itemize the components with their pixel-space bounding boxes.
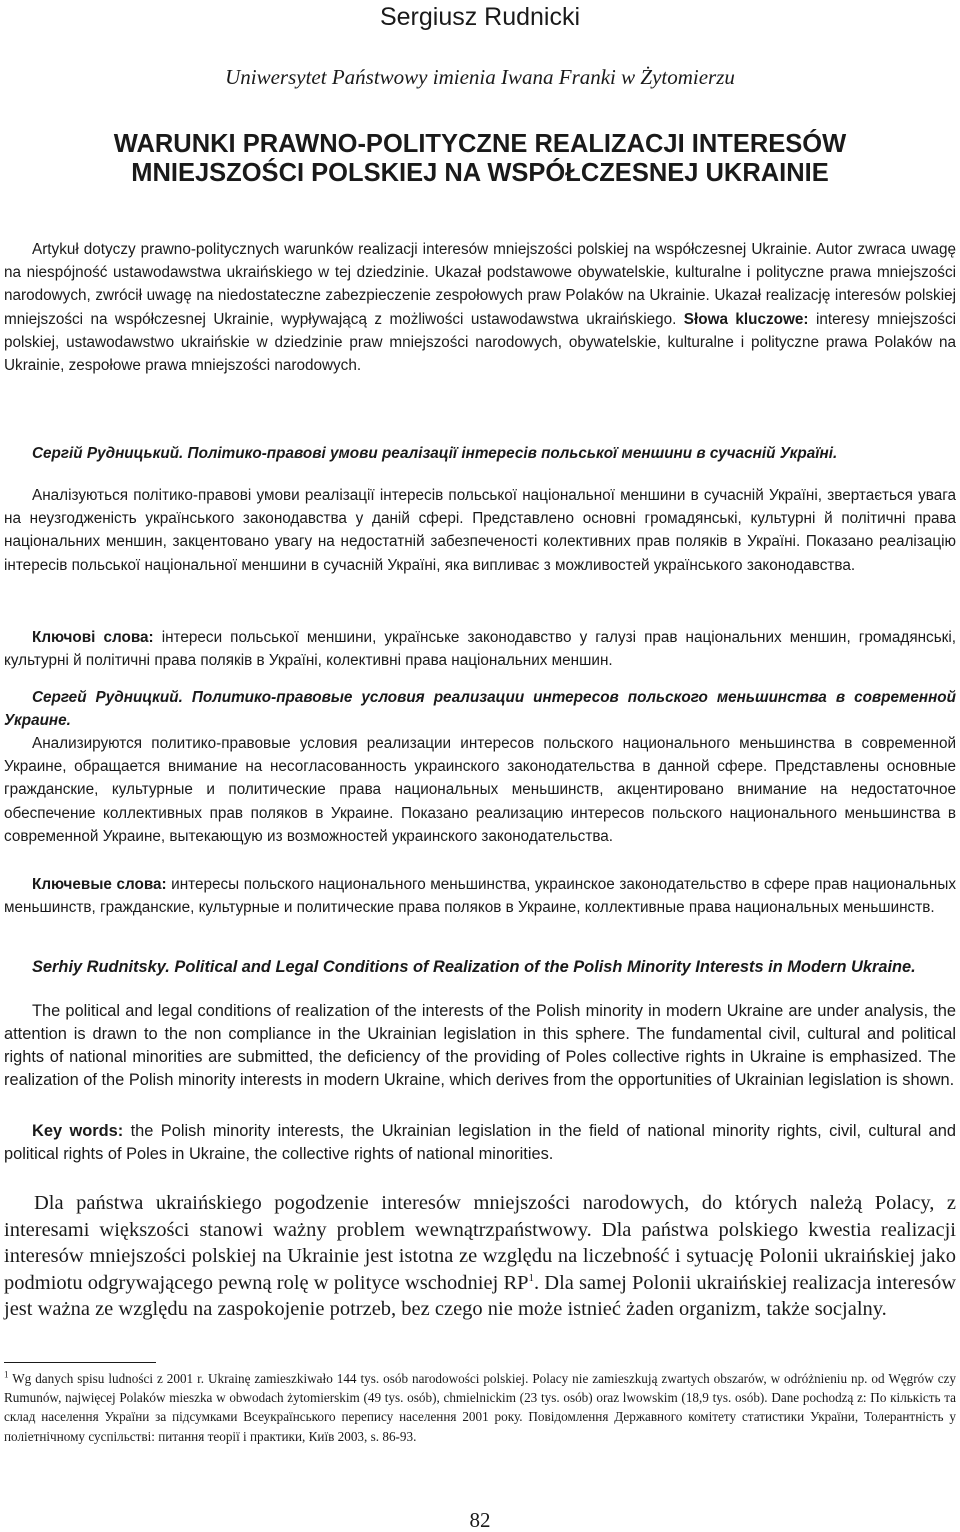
author-name: Sergiusz Rudnicki: [379, 3, 581, 31]
keywords-english: the Polish minority interests, the Ukrainian legislation in the field of national minority rights, civil, cultural and political rights of Poles in Ukraine, the collective rights of national minorities.: [4, 1122, 956, 1163]
keywords-label-polish: Słowa kluczowe:: [683, 310, 809, 328]
keywords-label-russian: Ключевые слова:: [32, 876, 167, 893]
author-affiliation: Uniwersytet Państwowy imienia Iwana Franki w Żytomierzu: [225, 65, 735, 89]
abstract-polish-text: Artykuł dotyczy prawno-politycznych warunków realizacji interesów mniejszości polskiej na współczesnej Ukrainie. Autor zwraca uwagę na niespójność ustawodawstwa ukraińskiego w tej dziedzinie. Ukazał podstawowe obywatelskie, kulturalne i polityczne prawa mniejszości narodowych, zwrócił uwagę na niedostateczne zabezpieczenie zespołowych praw Polaków na Ukrainie. Ukazał realizację interesów polskiej mniejszości na współczesnej Ukrainie, wypływającą z możliwości ustawodawstwa ukraińskiego.: [4, 241, 956, 328]
footnote-text: Wg danych spisu ludności z 2001 r. Ukrainę zamieszkiwało 144 tys. osób narodowości polskiej. Polacy nie zamieszkują zwartych obszarów, w odróżnieniu np. od Węgrów czy Rumunów, najwięcej Polaków mieszka w obwodach żytomierskim (49 tys. osób), chmielnickim (23 tys. osób) oraz lwowskim (18,9 tys. osób). Dane pochodzą z: По кількість та склад населення України за підсумками Всеукраїнського перепису населення 2001 року. Повідомлення Державного комітету статистики України, Толерантність у поліетнічному суспільстві: питання теорії і практики, Київ 2003, s. 86-93.: [4, 1371, 956, 1444]
abstract-russian-keywords: [4, 873, 956, 919]
keywords-label-english: Key words:: [32, 1122, 124, 1140]
abstract-russian-text: Анализируются политико-правовые условия реализации интересов польского национального меньшинства в современной Украине, обращается внимание на несогласованность украинского законодательства в данной сфере. Представлены основные гражданские, культурные и политические права национальных меньшинств, акцентировано внимание на недостаточное обеспечение коллективных прав поляков в Украине. Показано реализацию интересов польского национального меньшинства в современной Украине, вытекающую из возможностей украинского законодательства.: [4, 735, 956, 845]
abstract-ukrainian-keywords: [4, 626, 956, 672]
keywords-polish: interesy mniejszości polskiej, ustawodawstwo ukraińskie w dziedzinie praw mniejszości narodowych, obywatelskie, kulturalne i polityczne prawa Polaków na Ukrainie, zespołowe prawa mniejszości narodowych.: [4, 310, 956, 375]
abstract-english-text: The political and legal conditions of realization of the interests of the Polish minority in modern Ukraine are under analysis, the attention is drawn to the non compliance in the Ukrainian legislation in this sphere. The fundamental civil, cultural and political rights of national minorities are submitted, the deficiency of the providing of Poles collective rights in Ukraine is emphasized. The realization of the Polish minority interests in modern Ukraine, which derives from the opportunities of Ukrainian legislation is shown.: [4, 1002, 956, 1089]
keywords-label-ukrainian: Ключові слова:: [32, 629, 154, 646]
page-number: 82: [469, 1508, 491, 1532]
keywords-russian: интересы польского национального меньшинства, украинское законодательство в сфере прав национальных меньшинств, гражданские, культурные и политические права поляков в Украине, коллективные права национальных меньшинств.: [4, 876, 956, 917]
body-text-part-1: Dla państwa ukraińskiego pogodzenie interesów mniejszości narodowych, do których należą Polacy, z interesami większości stanowi ważny problem wewnątrzpaństwowy. Dla państwa polskiego kwestia realizacji interesów mniejszości polskiej na Ukrainie jest istotna ze względu na liczebność i sytuację Polonii ukraińskiej jako podmiotu odgrywającego pewną rolę w polityce wschodniej RP: [4, 1192, 956, 1294]
footnote: [4, 1369, 956, 1446]
body-paragraph: [4, 1190, 956, 1323]
footnote-separator: [4, 1362, 156, 1363]
abstract-ukrainian-text: Аналізуються політико-правові умови реалізації інтересів польської національної меншини в сучасній Україні, звертається увага на неузгодженість українського законодавства у даній сфері. Представлено основні громадянські, культурні й політичні права національних меншин, закцентовано увагу на недостатній забезпеченості колективних прав поляків в Україні. Показано реалізацію інтересів польської національної меншини в сучасній Україні, яка випливає з можливостей українського законодавства.: [4, 487, 956, 574]
keywords-ukrainian: інтереси польської меншини, українське законодавство у галузі прав національних меншин, громадянські, культурні й політичні права поляків в Україні, колективні права національних меншин.: [4, 629, 957, 670]
footnote-marker: 1: [4, 1369, 9, 1380]
body-text-part-2: . Dla samej Polonii ukraińskiej realizacja interesów jest ważna ze względu na zaspokojenie potrzeb, bez czego nie może istnieć żaden organizm, także socjalny.: [4, 1271, 957, 1321]
abstract-russian-heading: Сергей Рудницкий. Политико-правовые условия реализации интересов польского меньшинства в современной Украине.: [4, 689, 956, 730]
article-title: WARUNKI PRAWNO-POLITYCZNE REALIZACJI INTERESÓW MNIEJSZOŚCI POLSKIEJ NA WSPÓŁCZESNEJ UKRAINIE: [113, 130, 847, 187]
abstract-polish: [4, 238, 956, 377]
abstract-english-heading: Serhiy Rudnitsky. Political and Legal Conditions of Realization of the Polish Minority Interests in Modern Ukraine.: [32, 958, 916, 976]
footnote-reference[interactable]: 1: [528, 1271, 535, 1284]
abstract-english-keywords: [4, 1120, 956, 1166]
abstract-ukrainian-heading: Сергій Рудницький. Політико-правові умови реалізації інтересів польської меншини в сучасній Україні.: [32, 445, 838, 462]
